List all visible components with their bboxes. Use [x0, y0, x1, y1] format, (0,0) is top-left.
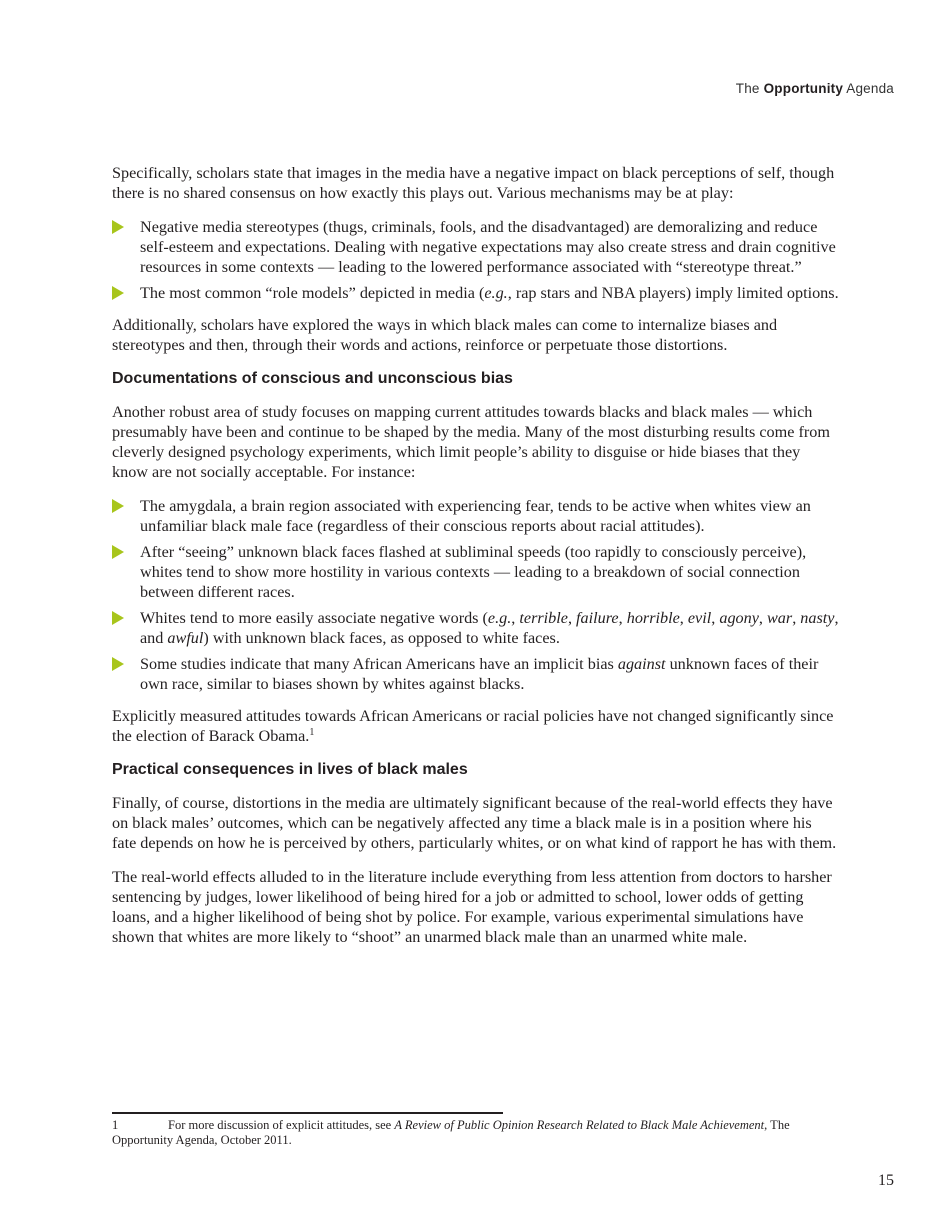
footnote-divider — [112, 1112, 503, 1114]
bullet-arrow-icon — [112, 657, 124, 671]
running-header — [736, 81, 894, 96]
list-item: Some studies indicate that many African Americans have an implicit bias against unknown faces of their own race, similar to biases shown by whites against blacks. — [112, 654, 840, 694]
footnote-number: 1 — [112, 1118, 119, 1132]
section-heading-bias: Documentations of conscious and unconscious bias — [112, 370, 513, 387]
list-item: The most common “role models” depicted in media (e.g., rap stars and NBA players) imply limited options. — [112, 283, 840, 303]
intro-paragraph: Specifically, scholars state that images in the media have a negative impact on black perceptions of self, though there is no shared consensus on how exactly this plays out. Various mechanisms may be at play: — [112, 164, 835, 202]
header-post: Agenda — [843, 81, 894, 96]
section-heading-consequences: Practical consequences in lives of black males — [112, 761, 468, 778]
bullet-arrow-icon — [112, 286, 124, 300]
header-pre: The — [735, 81, 764, 96]
bullet-arrow-icon — [112, 499, 124, 513]
consequences-paragraph-2: The real-world effects alluded to in the literature include everything from less attention from doctors to harsher sentencing by judges, lower likelihood of being hired for a job or admitted to school, lower odds of getting loans, and a higher likelihood of being shot by police. For example, various experimental simulations have shown that whites are more likely to “shoot” an unarmed black male than an unarmed white male. — [112, 868, 832, 946]
page-number: 15 — [878, 1172, 894, 1189]
bias-paragraph: Another robust area of study focuses on mapping current attitudes towards blacks and black males — which presumably have been and continue to be shaped by the media. Many of the most disturbing results come from cleverly designed psychology experiments, which limit people’s ability to disguise or hide biases that they know are not socially acceptable. For instance: — [112, 403, 830, 481]
consequences-paragraph-1: Finally, of course, distortions in the media are ultimately significant because of the real-world effects they have on black males’ outcomes, which can be negatively affected any time a black male is in a position where his fate depends on how he is perceived by others, particularly whites, or on what kind of rapport he has with them. — [112, 794, 837, 852]
header-brand: Opportunity — [763, 81, 844, 96]
bias-findings-list — [112, 496, 840, 694]
footnote-reference[interactable]: 1 — [309, 727, 315, 738]
bullet-arrow-icon — [112, 220, 124, 234]
footnote-title: A Review of Public Opinion Research Related to Black Male Achievement — [394, 1118, 765, 1132]
mechanisms-list — [112, 217, 840, 303]
list-item: Whites tend to more easily associate negative words (e.g., terrible, failure, horrible, evil, agony, war, nasty, and awful) with unknown black faces, as opposed to white faces. — [112, 608, 840, 648]
bullet-arrow-icon — [112, 611, 124, 625]
footnote: 1 For more discussion of explicit attitudes, see A Review of Public Opinion Research Related to Black Male Achievement, The Opportunity Agenda, October 2011. — [112, 1118, 790, 1147]
page-content — [112, 163, 840, 961]
list-item: Negative media stereotypes (thugs, criminals, fools, and the disadvantaged) are demoralizing and reduce self-esteem and expectations. Dealing with negative expectations may also create stress and drain cognitive resources in some contexts — leading to the lowered performance associated with “stereotype threat.” — [112, 217, 840, 277]
intro-paragraph-2: Additionally, scholars have explored the ways in which black males can come to internalize biases and stereotypes and then, through their words and actions, reinforce or perpetuate those distortions. — [112, 316, 778, 354]
list-item: After “seeing” unknown black faces flashed at subliminal speeds (too rapidly to consciously perceive), whites tend to show more hostility in various contexts — leading to a breakdown of social connection between different races. — [112, 542, 840, 602]
obama-paragraph: Explicitly measured attitudes towards African Americans or racial policies have not changed significantly since the election of Barack Obama.$^1$ — [112, 707, 834, 745]
bullet-arrow-icon — [112, 545, 124, 559]
list-item: The amygdala, a brain region associated with experiencing fear, tends to be active when whites view an unfamiliar black male face (regardless of their conscious reports about racial attitudes). — [112, 496, 840, 536]
